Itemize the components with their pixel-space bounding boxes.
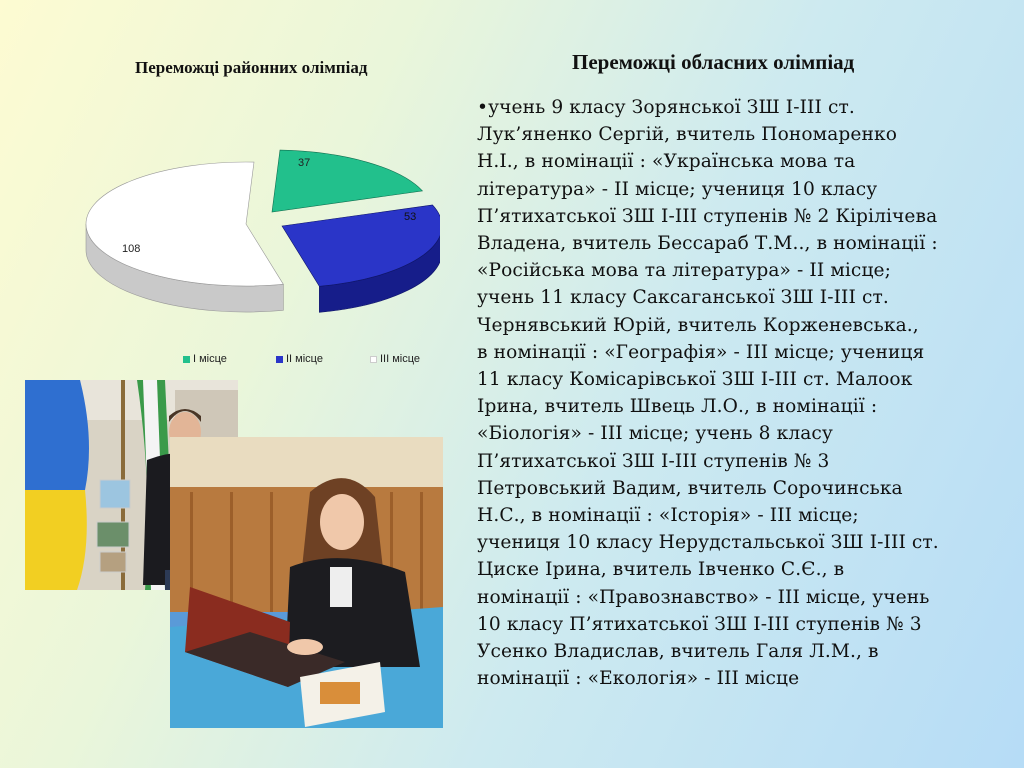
section-title: Переможці обласних олімпіад [572, 50, 855, 74]
winners-text [477, 94, 1017, 692]
photo-girl-with-laptop [170, 437, 443, 728]
chart-legend [0, 353, 480, 371]
body-line: Н.І., в номінації : «Українська мова та [477, 151, 856, 173]
body-line: Лук’яненко Сергій, вчитель Пономаренко [477, 124, 898, 146]
body-line: Усенко Владислав, вчитель Галя Л.М., в [477, 641, 879, 663]
pie-slice [272, 150, 422, 212]
body-line: номінації : «Екологія» - ІІІ місце [477, 668, 800, 690]
body-line: •учень 9 класу Зорянської ЗШ I-III ст. [477, 97, 855, 118]
legend-swatch-third [370, 356, 377, 363]
legend-label-third: ІІІ місце [380, 353, 421, 365]
body-line: «Російська мова та література» - ІІ місце; [477, 260, 891, 282]
body-line: «Біологія» - ІІІ місце; учень 8 класу [477, 423, 833, 445]
legend-swatch-second [276, 356, 283, 363]
body-line: в номінації : «Географія» - ІІІ місце; учениця [477, 341, 925, 363]
body-line: 10 класу П’ятихатської ЗШ І-ІІІ ступенів № 3 [477, 613, 922, 635]
pie-chart [80, 140, 440, 340]
legend-label-first: І місце [193, 353, 227, 365]
body-line: Петровський Вадим, вчитель Сорочинська [477, 477, 903, 499]
legend-swatch-first [183, 356, 190, 363]
legend-item-first [183, 353, 227, 365]
pie-data-label: 37 [298, 157, 311, 169]
body-line: Ірина, вчитель Швець Л.О., в номінації : [477, 396, 878, 418]
body-line: Н.С., в номінації : «Історія» - ІІІ місце; [477, 505, 859, 527]
body-line: 11 класу Комісарівської ЗШ І-ІІІ ст. Малоок [477, 369, 913, 391]
body-line: учениця 10 класу Нерудстальської ЗШ І-ІІІ ст. [477, 532, 939, 554]
legend-item-third [370, 353, 420, 365]
body-line: П’ятихатської ЗШ І-ІІІ ступенів № 3 [477, 450, 830, 472]
legend-item-second [276, 353, 323, 365]
body-line: Циске Ірина, вчитель Івченко С.Є., в [477, 559, 845, 581]
legend-label-second: ІІ місце [286, 353, 323, 365]
pie-data-label: 108 [122, 243, 141, 255]
chart-title: Переможці районних олімпіад [135, 58, 368, 77]
body-line: П’ятихатської ЗШ І-ІІІ ступенів № 2 Кірілічева [477, 205, 938, 227]
body-line: Чернявський Юрій, вчитель Корженевська., [477, 314, 919, 336]
body-line: Владена, вчитель Бессараб Т.М.., в номінації : [477, 233, 938, 255]
pie-data-label: 53 [404, 211, 417, 223]
body-line: учень 11 класу Саксаганської ЗШ І-ІІІ ст. [477, 287, 889, 309]
body-line: література» - ІІ місце; учениця 10 класу [477, 178, 878, 200]
body-line: номінації : «Правознавство» - ІІІ місце, учень [477, 586, 930, 608]
